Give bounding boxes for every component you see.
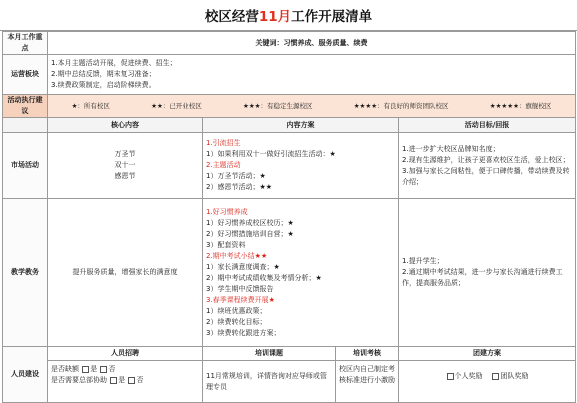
market-plan [203,133,399,199]
market-plan-line: 2）感恩节活动；★★ [206,183,273,191]
staff-training [203,347,336,403]
staff-training-header: 培训课题 [203,347,335,361]
market-label: 市场活动 [3,133,48,199]
market-plan-line: 1）如果利用双十一做好引流招生活动：★ [206,150,336,158]
staff-training-text: 11月常规培训，详情咨询对应导师或管理专员 [206,372,327,391]
market-goal-line: 3.加强与家长之间粘性，便于口碑传播，带动续费及转介绍； [402,166,570,186]
staff-team-header: 团建方案 [399,347,575,361]
header-core: 核心内容 [48,118,203,133]
staff-row [3,347,576,403]
market-core-item: 双十一 [114,161,136,169]
suggest-legend [48,95,576,118]
staff-assess-line: 校区内自己制定考 [339,365,395,373]
section-header-row [3,118,576,133]
edu-plan-line: 2）好习惯措施培训自营；★ [206,229,294,238]
header-plan: 内容方案 [203,118,399,133]
edu-core: 提升服务质量，增强家长的满意度 [48,199,203,347]
market-plan-line: 2.主题活动 [206,161,241,169]
focus-keywords: 关键词：习惯养成、服务质量、续费 [48,32,576,55]
staff-recruit-header: 人员招聘 [48,347,202,361]
focus-row [3,32,576,55]
edu-row [3,199,576,347]
page-title [0,0,577,31]
suggest-row [3,95,576,118]
ops-label: 运营板块 [3,55,48,95]
staff-assess-line: 核标准进行小激励 [339,376,395,384]
checkbox-yes[interactable] [82,366,89,373]
checkbox-team-reward[interactable] [492,373,499,380]
edu-plan-line: 2）续费转化目标； [206,317,267,326]
staff-assess [336,347,399,403]
edu-plan-line: 1）续班优惠政策； [206,306,267,315]
title-suffix: 工作开展清单 [291,9,373,25]
suggest-item: ★：所有校区 [71,101,110,110]
team-option: 团队奖励 [500,372,529,380]
recruit-question-text: 是否缺额 [51,365,79,373]
market-goal-line: 1.进一步扩大校区品牌知名度； [402,144,500,153]
market-plan-line: 1.引流招生 [206,139,241,147]
ops-line: 3.续费政策制定，启动阶梯续费。 [51,81,156,89]
suggest-item: ★★★★：有良好的师资团队校区 [353,101,449,110]
edu-plan [203,199,399,347]
suggest-item: ★★★：有稳定生源校区 [243,101,313,110]
option-label: 否 [136,376,144,384]
edu-label: 教学教务 [3,199,48,347]
option-label: 是 [90,365,98,373]
edu-plan-line: 1）好习惯养成校区校历；★ [206,218,294,227]
edu-plan-line: 1.好习惯养成 [206,207,248,216]
edu-goal-line: 2.通过期中考试结果，进一步与家长沟通进行续费工作，提高服务品质； [402,268,563,287]
edu-plan-line: 2）期中考试成绩收集及考情分析；★ [206,273,322,282]
staff-recruit [48,347,203,403]
option-label: 否 [108,365,116,373]
work-list-table [2,31,576,403]
edu-plan-line: 1）家长满意度调查；★ [206,262,280,271]
checkbox-individual-reward[interactable] [447,373,454,380]
edu-goal [399,199,576,347]
edu-plan-line: 3）续费转化跟进方案； [206,328,281,337]
staff-assess-header: 培训考核 [336,347,398,361]
edu-goal-line: 1.提升学生； [402,257,444,265]
ops-row [3,55,576,95]
checkbox-no[interactable] [100,366,107,373]
market-core [48,133,203,199]
ops-line: 1.本月主题活动开展，促进续费、招生； [51,59,177,67]
edu-plan-line: 2.期中考试小结★★ [206,251,268,260]
market-core-item: 感恩节 [114,172,136,180]
header-goal: 活动目标/回报 [399,118,576,133]
checkbox-no[interactable] [128,377,135,384]
market-row [3,133,576,199]
market-plan-line: 1）万圣节活动；★ [206,172,266,180]
staff-team [399,347,576,403]
focus-label: 本月工作重点 [3,32,48,55]
edu-plan-line: 3）学生期中反馈报告 [206,284,274,293]
recruit-question [51,364,199,375]
option-label: 是 [118,376,126,384]
ops-line: 2.期中总结反馈，期末复习准备； [51,70,156,78]
suggest-item: ★★★★★：旗舰校区 [489,101,552,110]
staff-label: 人员建设 [3,347,48,403]
edu-plan-line: 3）配套资料 [206,240,246,249]
market-goal [399,133,576,199]
recruit-question [51,375,199,386]
team-option: 个人奖励 [454,372,483,380]
title-prefix: 校区经营 [204,9,259,25]
market-core-item: 万圣节 [114,150,136,158]
ops-content [48,55,576,95]
edu-plan-line: 3.春季课程续费开展★ [206,295,275,304]
suggest-label: 活动执行建议 [3,95,48,118]
suggest-item: ★★：已开业校区 [151,101,202,110]
checkbox-yes[interactable] [110,377,117,384]
market-goal-line: 2.现有生源维护，让孩子更喜欢校区生活，爱上校区； [402,155,570,164]
title-month: 11月 [258,9,292,25]
recruit-question-text: 是否需要总部协助 [51,376,107,384]
